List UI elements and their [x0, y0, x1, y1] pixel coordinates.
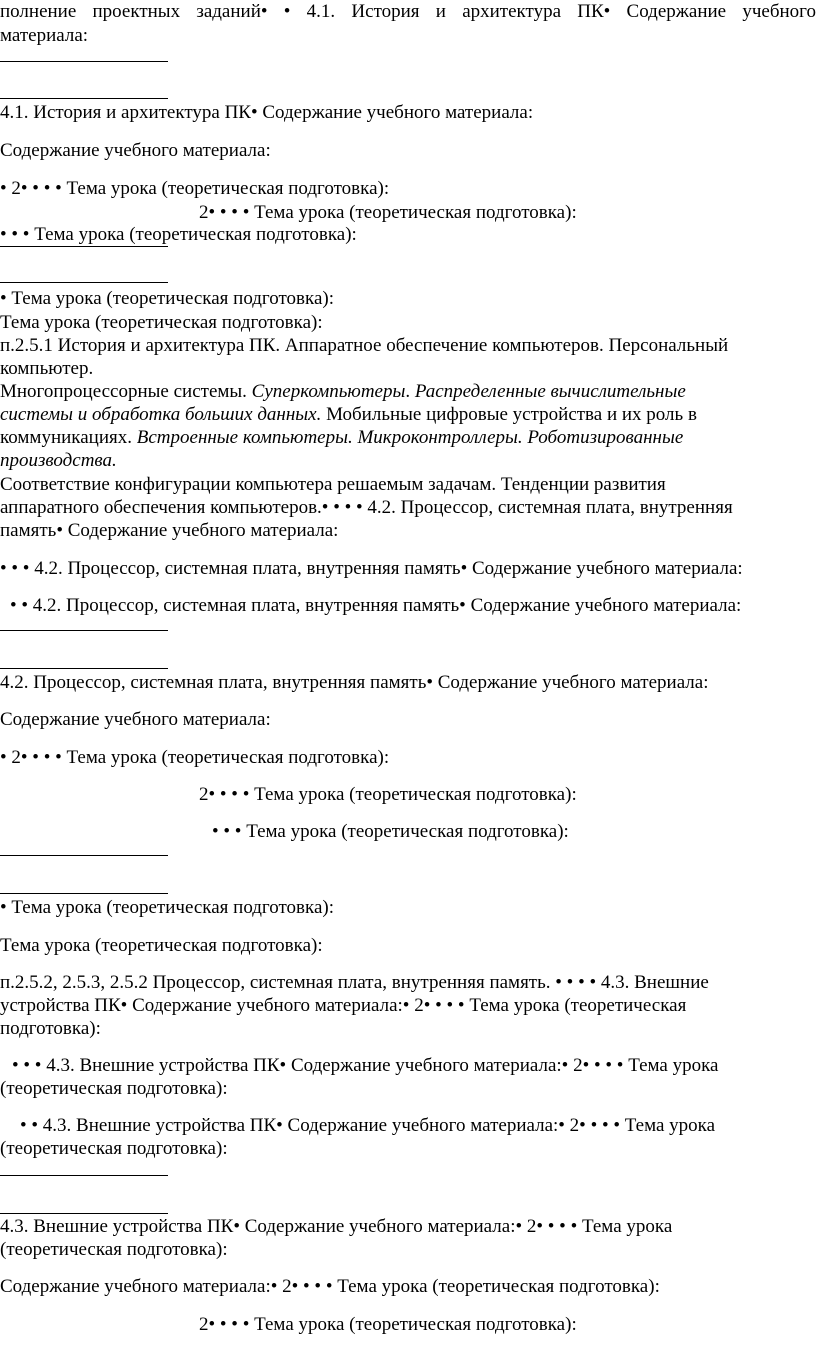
- divider: [0, 893, 168, 894]
- text-line: • 2• • • • Тема урока (теоретическая подготовка):: [0, 178, 390, 199]
- section-heading: 4.2. Процессор, системная плата, внутренняя память• Содержание учебного материала:: [0, 672, 709, 693]
- text-line: материала:: [0, 25, 89, 46]
- divider: [0, 630, 168, 631]
- text-line: компьютер.: [0, 358, 94, 379]
- text-line: • • 4.2. Процессор, системная плата, внутренняя память• Содержание учебного материала:: [10, 595, 742, 616]
- section-heading: 4.3. Внешние устройства ПК• Содержание учебного материала:• 2• • • • Тема урока: [0, 1216, 673, 1237]
- text-line: 2• • • • Тема урока (теоретическая подготовка):: [199, 202, 577, 223]
- text-line: производства.: [0, 450, 117, 471]
- divider: [0, 61, 168, 62]
- text-line: Тема урока (теоретическая подготовка):: [0, 935, 323, 956]
- text-line: Тема урока (теоретическая подготовка):: [0, 312, 323, 333]
- text-line: • • • 4.3. Внешние устройства ПК• Содержание учебного материала:• 2• • • • Тема урока: [12, 1055, 719, 1076]
- text-line: • • • 4.2. Процессор, системная плата, внутренняя память• Содержание учебного материала:: [0, 558, 743, 579]
- divider: [0, 1213, 168, 1214]
- text-line: 2• • • • Тема урока (теоретическая подготовка):: [199, 1314, 577, 1335]
- text-line: • • 4.3. Внешние устройства ПК• Содержание учебного материала:• 2• • • • Тема урока: [20, 1115, 716, 1136]
- text-line: Содержание учебного материала:: [0, 709, 271, 730]
- text-line: устройства ПК• Содержание учебного материала:• 2• • • • Тема урока (теоретическая: [0, 995, 687, 1016]
- text-line: • • • Тема урока (теоретическая подготовка):: [212, 821, 569, 842]
- text-line: п.2.5.1 История и архитектура ПК. Аппаратное обеспечение компьютеров. Персональный: [0, 335, 729, 356]
- text-line: коммуникациях. Встроенные компьютеры. Микроконтроллеры. Роботизированные: [0, 427, 684, 448]
- divider: [0, 855, 168, 856]
- text-line: Содержание учебного материала:: [0, 140, 271, 161]
- text-line: Многопроцессорные системы. Суперкомпьютеры. Распределенные вычислительные: [0, 381, 686, 402]
- text-line: • Тема урока (теоретическая подготовка):: [0, 897, 335, 918]
- divider: [0, 1175, 168, 1176]
- divider: [0, 668, 168, 669]
- text-line: • 2• • • • Тема урока (теоретическая подготовка):: [0, 747, 390, 768]
- text-line: подготовка):: [0, 1018, 101, 1039]
- text-line: память• Содержание учебного материала:: [0, 520, 339, 541]
- text-line: Соответствие конфигурации компьютера решаемым задачам. Тенденции развития: [0, 474, 666, 495]
- text-line: полнение проектных заданий• • 4.1. История и архитектура ПК• Содержание учебного: [0, 1, 816, 22]
- text-line: • Тема урока (теоретическая подготовка):: [0, 288, 335, 309]
- text-line: (теоретическая подготовка):: [0, 1138, 228, 1159]
- text-line: 2• • • • Тема урока (теоретическая подготовка):: [199, 784, 577, 805]
- text-line: п.2.5.2, 2.5.3, 2.5.2 Процессор, системная плата, внутренняя память. • • • • 4.3. Внешние: [0, 972, 709, 993]
- section-heading: 4.1. История и архитектура ПК• Содержание учебного материала:: [0, 102, 534, 123]
- text-line: аппаратного обеспечения компьютеров.• • • • 4.2. Процессор, системная плата, внутренняя: [0, 497, 733, 518]
- text-line: системы и обработка больших данных. Мобильные цифровые устройства и их роль в: [0, 404, 697, 425]
- text-line: (теоретическая подготовка):: [0, 1239, 228, 1260]
- text-line: (теоретическая подготовка):: [0, 1078, 228, 1099]
- text-line: Содержание учебного материала:• 2• • • • Тема урока (теоретическая подготовка):: [0, 1276, 660, 1297]
- text-line: • • • Тема урока (теоретическая подготовка):: [0, 224, 357, 245]
- divider: [0, 98, 168, 99]
- divider: [0, 282, 168, 283]
- divider: [0, 246, 168, 247]
